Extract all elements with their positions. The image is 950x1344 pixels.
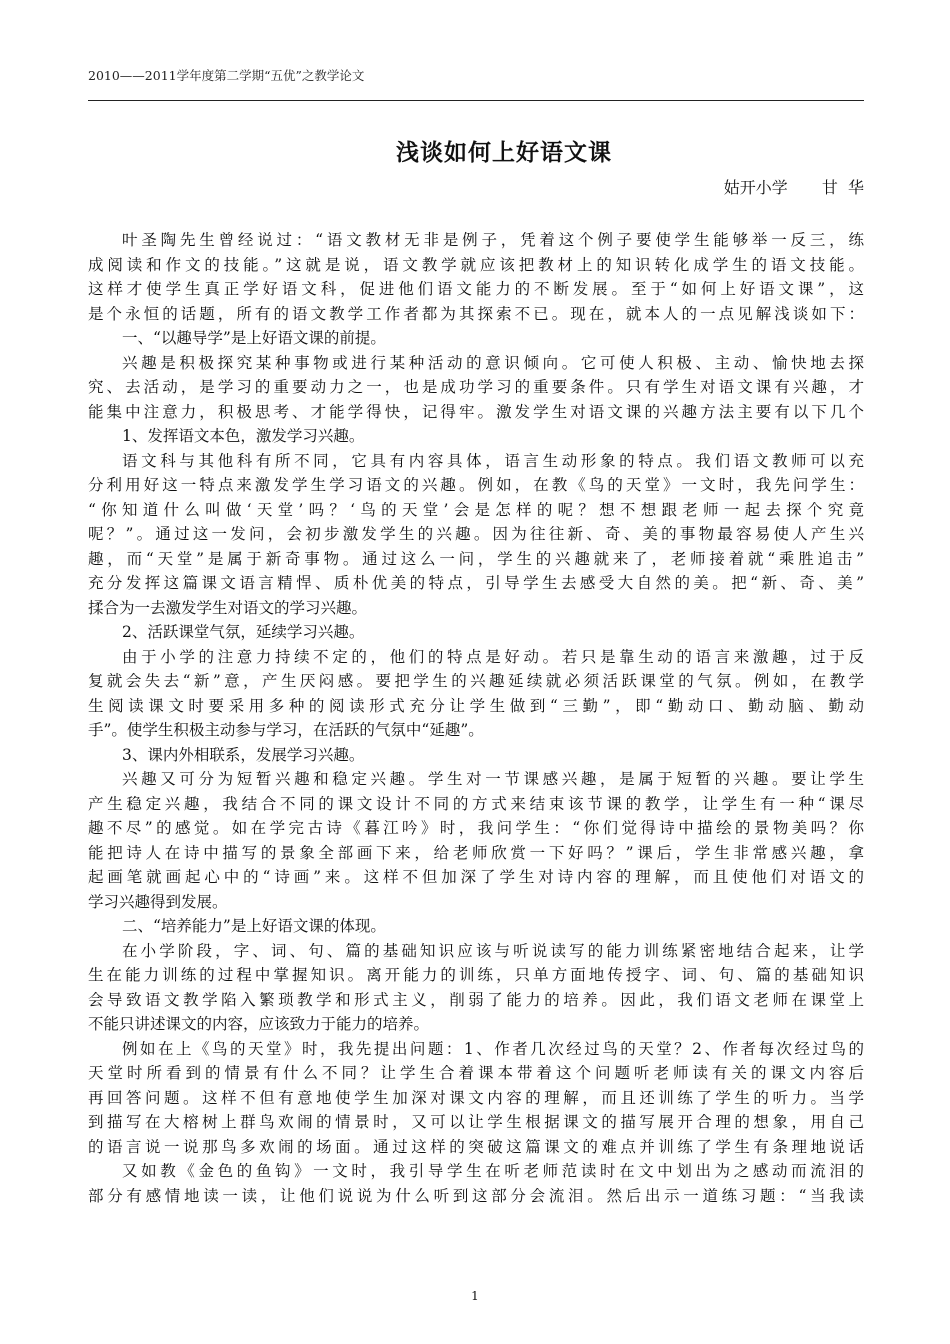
subsection-heading: 1、发挥语文本色，激发学习兴趣。 [122,427,365,445]
text-line: 产生稳定兴趣，我结合不同的课文设计不同的方式来结束该节课的教学，让学生有一种“课尽 [88,794,864,813]
text-line: 不能只讲述课文的内容，应该致力于能力的培养。 [88,1015,430,1033]
text-line: 天堂时所看到的情景有什么不同？让学生合着课本带着这个问题听老师读有关的课文内容后 [88,1064,864,1082]
article-body [88,228,864,1208]
text-line: “你知道什么叫做‘天堂’吗？‘鸟的天堂’会是怎样的呢？想不想跟老师一起去探个究竟 [88,500,864,519]
text-line: 兴趣是积极探究某种事物或进行某种活动的意识倾向。它可使人积极、主动、愉快地去探 [122,353,864,372]
text-line: 会导致语文教学陷入繁琐教学和形式主义，削弱了能力的培养。因此，我们语文老师在课堂上 [88,990,864,1009]
text-line: 兴趣又可分为短暂兴趣和稳定兴趣。学生对一节课感兴趣，是属于短暂的兴趣。要让学生 [122,770,864,788]
section-heading: 二、“培养能力”是上好语文课的体现。 [122,917,386,935]
section-heading: 一、“以趣导学”是上好语文课的前提。 [122,329,386,347]
text-line: 趣不尽”的感觉。如在学完古诗《暮江吟》时，我问学生：“你们觉得诗中描绘的景物美吗？你 [88,819,864,837]
text-line: 例如在上《鸟的天堂》时，我先提出问题：1、作者几次经过鸟的天堂？2、作者每次经过鸟的 [122,1039,864,1058]
author-line [724,175,864,198]
text-line: 学习兴趣得到发展。 [88,892,228,911]
text-line: 这样才使学生真正学好语文科，促进他们语文能力的不断发展。至于“如何上好语文课”，这 [88,280,864,298]
text-line: 揉合为一去激发学生对语文的学习兴趣。 [88,598,368,617]
text-line: 手”。使学生积极主动参与学习，在活跃的气氛中“延趣”。 [88,721,484,739]
text-line: 叶圣陶先生曾经说过：“语文教材无非是例子，凭着这个例子要使学生能够举一反三，练 [122,231,864,249]
text-line: 由于小学的注意力持续不定的，他们的特点是好动。若只是靠生动的语言来激趣，过于反 [122,647,864,666]
text-line: 又如教《金色的鱼钩》一文时，我引导学生在听老师范读时在文中划出为之感动而流泪的 [122,1162,864,1180]
text-line: 趣，而“天堂”是属于新奇事物。通过这么一问，学生的兴趣就来了，老师接着就“乘胜追击” [88,549,864,568]
page-title: 浅谈如何上好语文课 [396,140,612,166]
running-header: 2010——2011学年度第二学期“五优”之教学论文 [88,68,365,83]
page-number: 1 [471,1289,479,1303]
text-line: 能把诗人在诗中描写的景象全部画下来，给老师欣赏一下好吗？”课后，学生非常感兴趣，拿 [88,843,864,862]
text-line: 生阅读课文时要采用多种的阅读形式充分让学生做到“三勤”，即“勤动口、勤动脑、勤动 [88,696,864,715]
text-line: 复就会失去“新”意，产生厌闷感。要把学生的兴趣延续就必须活跃课堂的气氛。例如，在教学 [88,672,864,690]
text-line: 呢？”。通过这一发问，会初步激发学生的兴趣。因为往往新、奇、美的事物最容易使人产生兴 [88,525,864,543]
text-line: 在小学阶段，字、词、句、篇的基础知识应该与听说读写的能力训练紧密地结合起来，让学 [122,941,864,960]
text-line: 是个永恒的话题，所有的语文教学工作者都为其探索不已。现在，就本人的一点见解浅谈如下： [88,304,864,323]
text-line: 部分有感情地读一读，让他们说说为什么听到这部分会流泪。然后出示一道练习题：“当我读 [88,1186,864,1205]
text-line: 到描写在大榕树上群鸟欢闹的情景时，又可以让学生根据课文的描写展开合理的想象，用自己 [88,1113,864,1131]
text-line: 再回答问题。这样不但有意地使学生加深对课文内容的理解，而且还训练了学生的听力。当学 [88,1088,864,1107]
text-line: 的语言说一说那鸟多欢闹的场面。通过这样的突破这篇课文的难点并训练了学生有条理地说话 [88,1137,864,1156]
text-line: 起画笔就画起心中的“诗画”来。这样不但加深了学生对诗内容的理解，而且使他们对语文的 [88,868,864,886]
author-name: 甘 华 [821,178,864,197]
text-line: 能集中注意力，积极思考、才能学得快，记得牢。激发学生对语文课的兴趣方法主要有以下几个 [88,402,864,421]
subsection-heading: 2、活跃课堂气氛，延续学习兴趣。 [122,623,365,641]
text-line: 究、去活动，是学习的重要动力之一，也是成功学习的重要条件。只有学生对语文课有兴趣，才 [88,378,864,396]
text-line: 成阅读和作文的技能。”这就是说，语文教学就应该把教材上的知识转化成学生的语文技能。 [88,255,864,274]
text-line: 生在能力训练的过程中掌握知识。离开能力的训练，只单方面地传授字、词、句、篇的基础知识 [88,966,864,984]
author-school: 姑开小学 [723,178,788,197]
text-line: 分利用好这一特点来激发学生学习语文的兴趣。例如，在教《鸟的天堂》一文时，我先问学生： [88,476,864,494]
text-line: 语文科与其他科有所不同，它具有内容具体，语言生动形象的特点。我们语文教师可以充 [122,451,864,470]
subsection-heading: 3、课内外相联系，发展学习兴趣。 [122,745,365,764]
header-divider [88,100,864,101]
text-line: 充分发挥这篇课文语言精悍、质朴优美的特点，引导学生去感受大自然的美。把“新、奇、美” [88,574,864,592]
